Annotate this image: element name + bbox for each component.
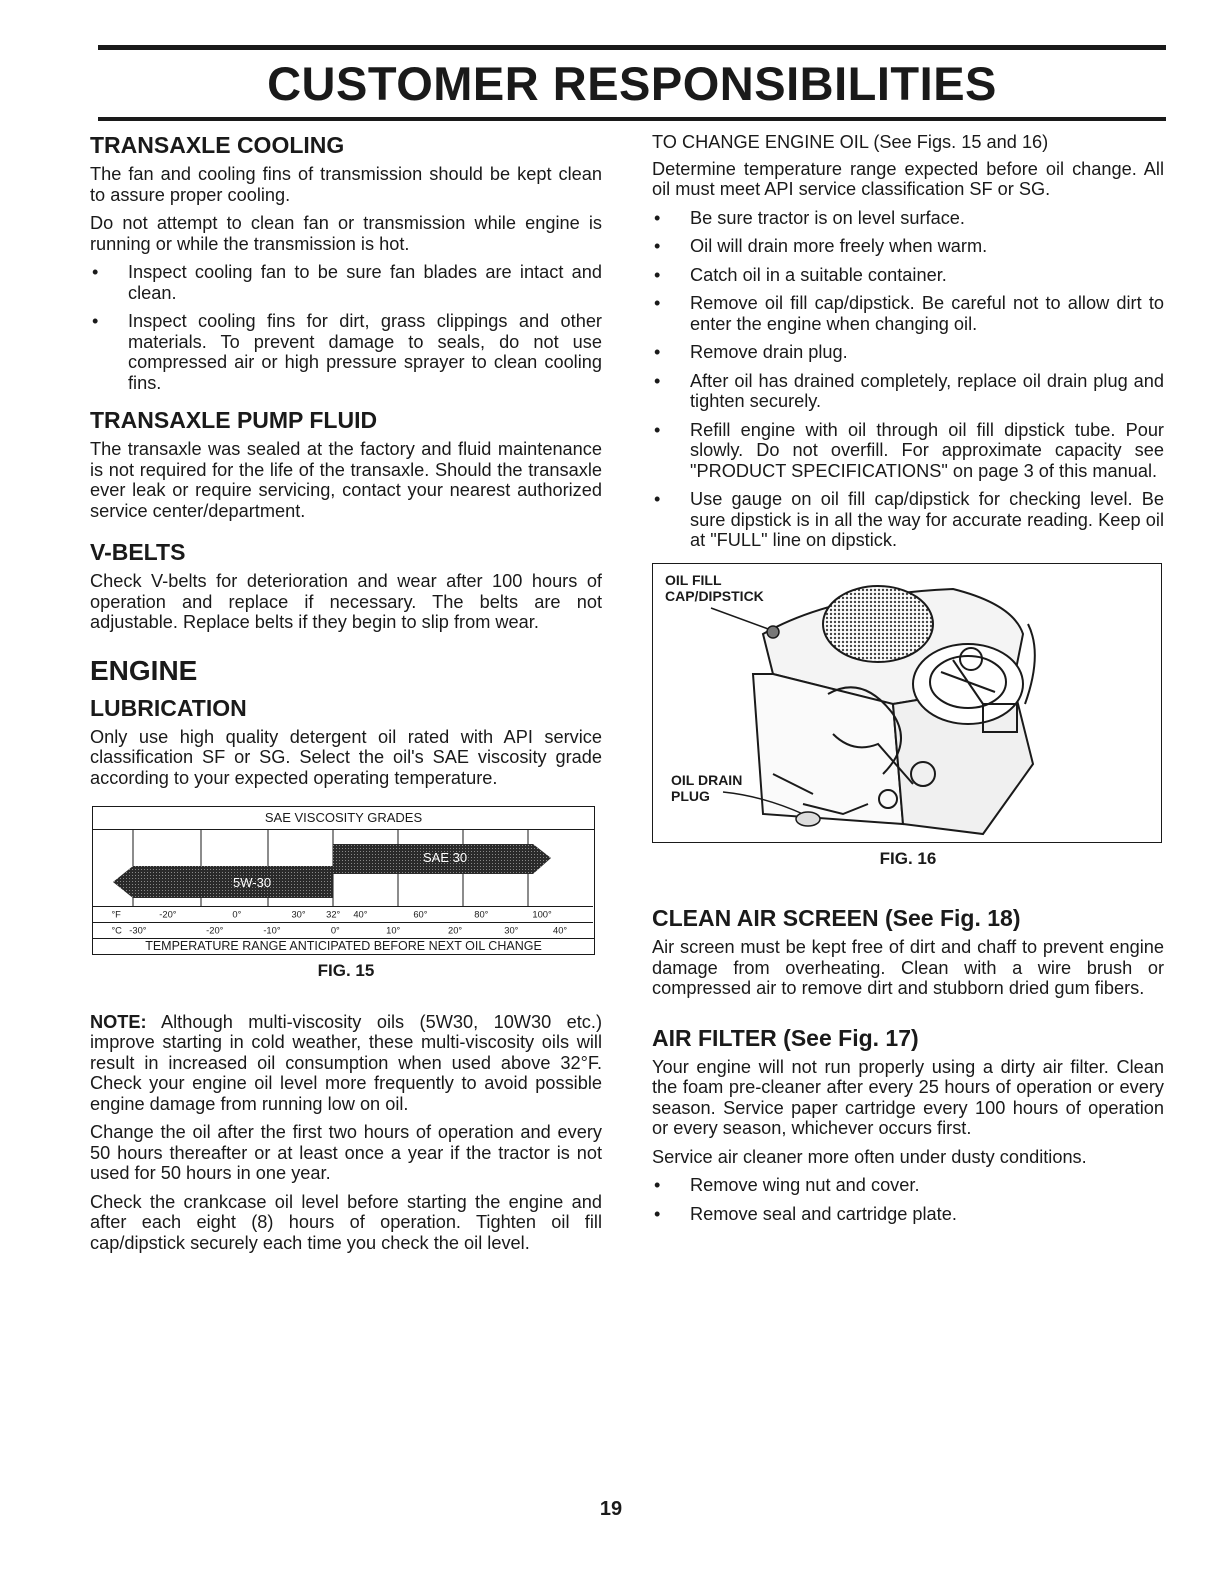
- lubrication-heading: LUBRICATION: [90, 694, 247, 721]
- transaxle-cooling-section: [90, 132, 602, 393]
- list-item: • Catch oil in a suitable container.: [652, 265, 1164, 286]
- list-item: • Inspect cooling fan to be sure fan blades are intact and clean.: [90, 262, 602, 303]
- f-tick: 100°: [532, 909, 552, 920]
- note-label: NOTE:: [90, 1011, 147, 1032]
- f-tick: -20°: [159, 909, 177, 920]
- title-underline: [98, 117, 1166, 121]
- f-tick: 80°: [474, 909, 489, 920]
- c-tick: 10°: [386, 925, 401, 936]
- engine-figure: [652, 563, 1162, 843]
- dipstick-cap: [767, 626, 779, 638]
- left-column: [90, 132, 602, 1261]
- bullet-list: [652, 208, 1164, 551]
- engine-section: [90, 655, 602, 789]
- bullet-list: [90, 262, 602, 393]
- bullet-list: [652, 1175, 1164, 1224]
- f-unit: °F: [111, 909, 121, 920]
- paragraph: The fan and cooling fins of transmission should be kept clean to assure proper cooling.: [90, 164, 602, 205]
- f-tick: 30°: [291, 909, 306, 920]
- oil-drain-label: [671, 772, 742, 804]
- list-item: • Remove wing nut and cover.: [652, 1175, 1164, 1196]
- oil-drain-label-line1: OIL DRAIN: [671, 771, 743, 788]
- c-tick: 30°: [504, 925, 519, 936]
- right-column: [652, 132, 1164, 1232]
- page-title: CUSTOMER RESPONSIBILITIES: [267, 57, 997, 110]
- drain-plug: [796, 812, 820, 826]
- change-oil-subheading: TO CHANGE ENGINE OIL (See Figs. 15 and 16): [652, 132, 1049, 152]
- list-item: • Use gauge on oil fill cap/dipstick for checking level. Be sure dipstick is in all the way for accurate reading. Keep oil at "FULL" line on dipstick.: [652, 489, 1164, 551]
- label-sae30: SAE 30: [423, 850, 468, 865]
- viscosity-chart-footer: TEMPERATURE RANGE ANTICIPATED BEFORE NEXT OIL CHANGE: [93, 938, 594, 954]
- oil-fill-label: [665, 572, 764, 604]
- list-item: • Remove seal and cartridge plate.: [652, 1204, 1164, 1225]
- paragraph: Determine temperature range expected before oil change. All oil must meet API service classification SF or SG.: [652, 158, 1164, 199]
- bar-5w30: [113, 866, 333, 898]
- celsius-scale: [93, 922, 593, 938]
- pump-fluid-heading: TRANSAXLE PUMP FLUID: [90, 407, 378, 433]
- c-tick: 20°: [448, 925, 463, 936]
- f-tick: 60°: [413, 909, 428, 920]
- c-tick: 0°: [330, 925, 340, 936]
- viscosity-chart: [92, 806, 595, 955]
- air-screen-heading: CLEAN AIR SCREEN (See Fig. 18): [652, 905, 1021, 931]
- c-tick: -10°: [263, 925, 281, 936]
- air-screen-section: [652, 905, 1164, 999]
- vbelts-section: [90, 539, 602, 633]
- change-oil-section: [652, 132, 1164, 551]
- oil-fill-label-line2: CAP/DIPSTICK: [665, 587, 764, 604]
- paragraph: Air screen must be kept free of dirt and chaff to prevent engine damage from overheating. Clean with a wire brush or compressed air to remove dirt and stubborn dried gum fibers.: [652, 937, 1164, 998]
- air-filter-section: [652, 1025, 1164, 1225]
- c-tick: -20°: [206, 925, 224, 936]
- c-tick: -30°: [129, 925, 147, 936]
- transaxle-cooling-heading: TRANSAXLE COOLING: [90, 132, 345, 158]
- note-text: Although multi-viscosity oils (5W30, 10W30 etc.) improve starting in cold weather, these multi-viscosity oils will result in increased oil consumption when used above 32°F. Check your engine oil level more frequently to avoid possible engine damage from running low on oil.: [90, 1011, 602, 1114]
- oil-fill-label-line1: OIL FILL: [665, 571, 722, 588]
- viscosity-chart-title: SAE VISCOSITY GRADES: [93, 807, 594, 830]
- list-item: • Remove drain plug.: [652, 342, 1164, 363]
- paragraph: Service air cleaner more often under dusty conditions.: [652, 1146, 1087, 1167]
- fahrenheit-scale: [93, 906, 593, 922]
- list-item: • Be sure tractor is on level surface.: [652, 208, 1164, 229]
- list-item: • After oil has drained completely, replace oil drain plug and tighten securely.: [652, 371, 1164, 412]
- c-unit: °C: [111, 925, 122, 936]
- list-item: • Refill engine with oil through oil fill dipstick tube. Pour slowly. Do not overfill. For approximate capacity see "PRODUCT SPECIFICATIONS" on page 3 of this manual.: [652, 420, 1164, 482]
- paragraph: Do not attempt to clean fan or transmission while engine is running or while the transmission is hot.: [90, 213, 602, 254]
- f-tick: 40°: [353, 909, 368, 920]
- list-item: • Remove oil fill cap/dipstick. Be careful not to allow dirt to enter the engine when changing oil.: [652, 293, 1164, 334]
- fig15-caption: FIG. 15: [317, 961, 375, 980]
- top-rule: [98, 45, 1166, 50]
- paragraph: Only use high quality detergent oil rated with API service classification SF or SG. Select the oil's SAE viscosity grade according to your expected operating temperature.: [90, 726, 602, 788]
- air-filter-heading: AIR FILTER (See Fig. 17): [652, 1024, 919, 1051]
- note-paragraph: [90, 1012, 602, 1115]
- vbelts-heading: V-BELTS: [90, 539, 186, 565]
- viscosity-bars: [93, 830, 593, 906]
- list-item: • Inspect cooling fins for dirt, grass clippings and other materials. To prevent damage to seals, do not use compressed air or high pressure sprayer to clean cooling fins.: [90, 311, 602, 393]
- page-number: 19: [599, 1498, 623, 1520]
- list-item: • Oil will drain more freely when warm.: [652, 236, 1164, 257]
- paragraph: Your engine will not run properly using a dirty air filter. Clean the foam pre-cleaner after every 25 hours of operation or every season. Service paper cartridge every 100 hours of operation or every season, whichever occurs first.: [652, 1056, 1164, 1138]
- fig16-caption: FIG. 16: [879, 848, 937, 868]
- f-tick: 0°: [232, 909, 242, 920]
- f-tick: 32°: [326, 909, 341, 920]
- paragraph: The transaxle was sealed at the factory and fluid maintenance is not required for the life of the transaxle. Should the transaxle ever leak or require servicing, contact your nearest authorized service center/department.: [90, 439, 602, 521]
- oil-drain-label-line2: PLUG: [671, 787, 710, 804]
- engine-heading: ENGINE: [90, 654, 198, 686]
- paragraph: Check V-belts for deterioration and wear after 100 hours of operation and replace if necessary. The belts are not adjustable. Replace belts if they begin to slip from wear.: [90, 571, 602, 632]
- paragraph: Change the oil after the first two hours of operation and every 50 hours thereafter or at least once a year if the tractor is not used for 50 hours in one year.: [90, 1122, 602, 1183]
- pump-fluid-section: [90, 407, 602, 521]
- leader-line-fill: [711, 608, 771, 630]
- label-5w30: 5W-30: [233, 875, 272, 890]
- c-tick: 40°: [553, 925, 568, 936]
- paragraph: Check the crankcase oil level before starting the engine and after each eight (8) hours of operation. Tighten oil fill cap/dipstick securely each time you check the oil level.: [90, 1191, 602, 1253]
